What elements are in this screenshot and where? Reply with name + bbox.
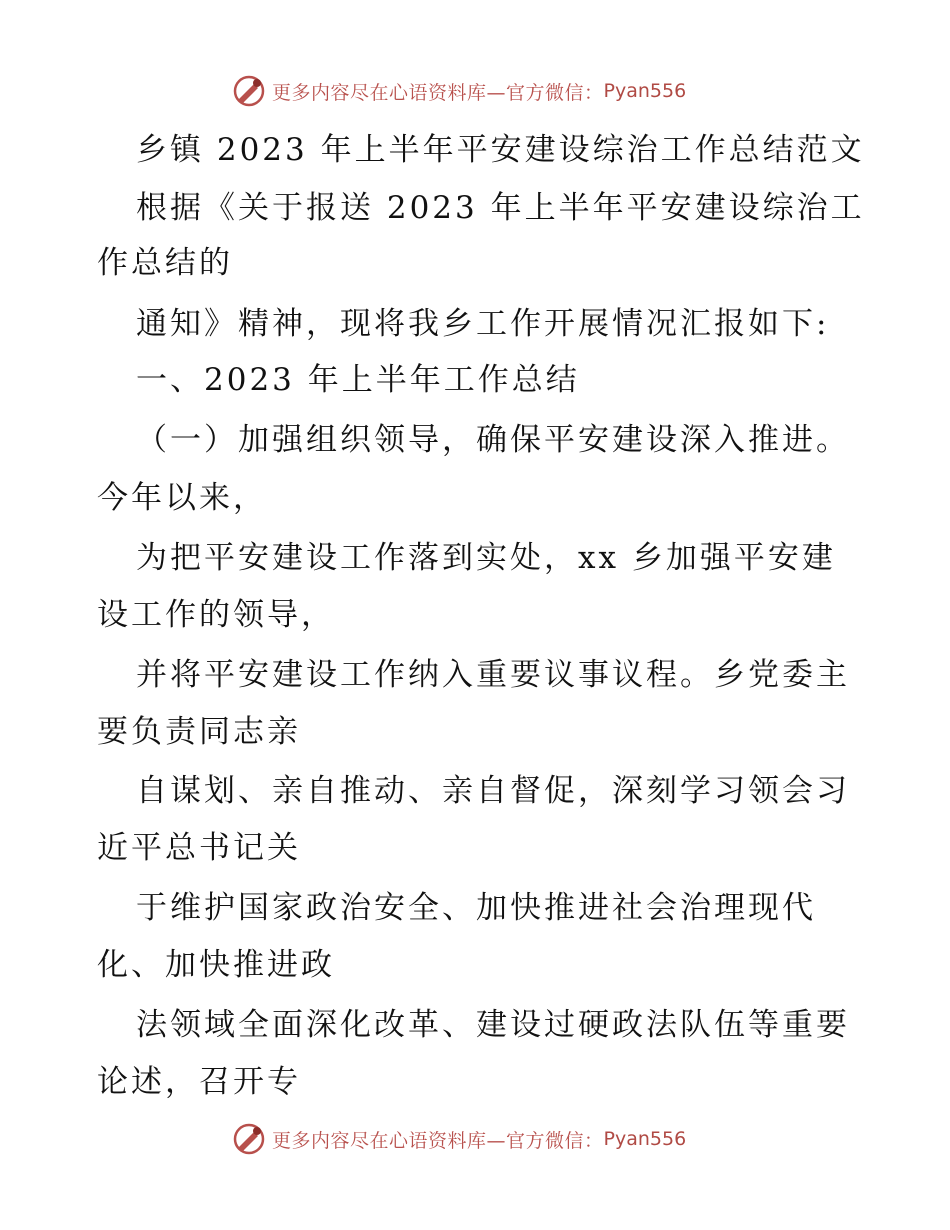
text-line: 今年以来，	[97, 480, 267, 516]
text-line: 设工作的领导，	[97, 597, 335, 633]
text-line: 要负责同志亲	[97, 714, 301, 750]
text-line: 并将平安建设工作纳入重要议事议程。乡党委主	[136, 657, 850, 693]
text-line: 作总结的	[97, 245, 233, 281]
footer-watermark-banner	[232, 1121, 686, 1157]
banner-wechat-id: Pyan556	[603, 1128, 687, 1150]
text-line: 法领域全面深化改革、建设过硬政法队伍等重要	[136, 1007, 850, 1043]
text-line: 为把平安建设工作落到实处，xx 乡加强平安建	[136, 540, 836, 576]
text-line: 化、加快推进政	[97, 947, 335, 983]
text-line: 自谋划、亲自推动、亲自督促，深刻学习领会习	[136, 773, 850, 809]
pen-logo-icon	[232, 74, 266, 108]
header-watermark-banner	[232, 73, 686, 109]
pen-logo-icon	[232, 1122, 266, 1156]
text-line: 通知》精神，现将我乡工作开展情况汇报如下:	[136, 306, 830, 342]
text-line: 论述，召开专	[97, 1064, 301, 1100]
text-line: 于维护国家政治安全、加快推进社会治理现代	[136, 890, 816, 926]
document-title: 乡镇 2023 年上半年平安建设综治工作总结范文	[136, 132, 865, 168]
banner-text: 更多内容尽在心语资料库—官方微信：	[272, 1129, 604, 1152]
banner-text: 更多内容尽在心语资料库—官方微信：	[272, 81, 604, 104]
banner-wechat-id: Pyan556	[603, 80, 687, 102]
text-line: 根据《关于报送 2023 年上半年平安建设综治工	[136, 190, 865, 226]
section-heading: 一、2023 年上半年工作总结	[136, 362, 580, 398]
text-line: 近平总书记关	[97, 830, 301, 866]
subsection-heading: （一）加强组织领导，确保平安建设深入推进。	[136, 422, 850, 458]
